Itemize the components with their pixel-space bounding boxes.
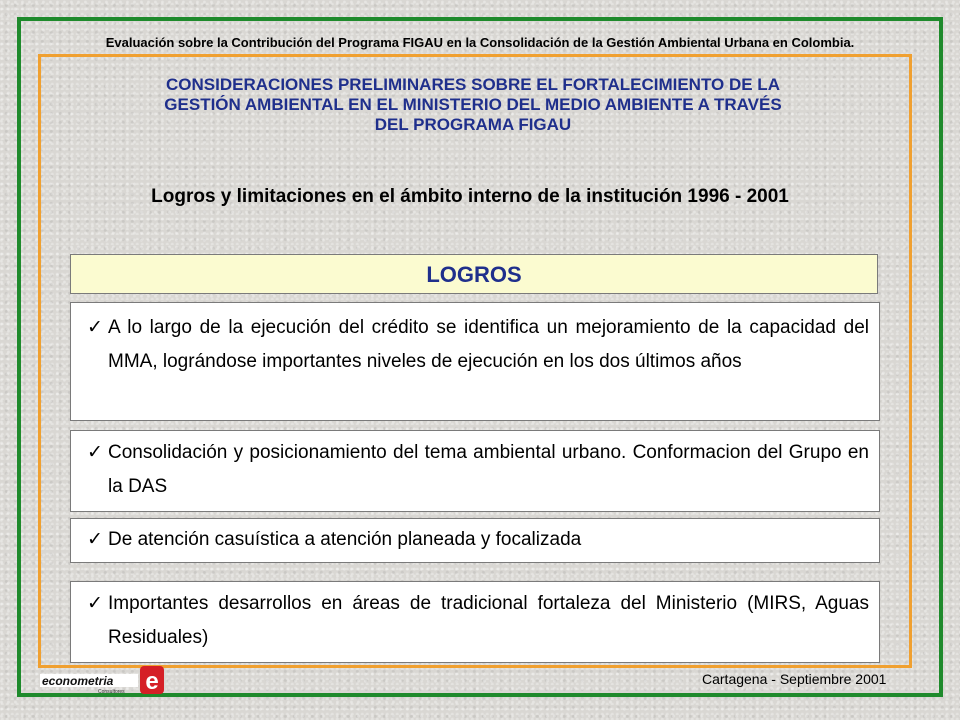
title-line-1: CONSIDERACIONES PRELIMINARES SOBRE EL FORTALECIMIENTO DE LA	[166, 75, 780, 94]
econometria-logo	[40, 664, 165, 696]
achievement-box-2	[70, 430, 880, 512]
checkmark-icon: ✓	[87, 317, 103, 338]
list-item-text: De atención casuística a atención planeada y focalizada	[108, 529, 582, 550]
list-item	[87, 523, 869, 557]
page-title	[48, 75, 898, 135]
title-line-3: DEL PROGRAMA FIGAU	[374, 115, 572, 134]
list-item	[87, 311, 869, 379]
list-item	[87, 587, 869, 655]
achievement-box-1	[70, 302, 880, 421]
checkmark-icon: ✓	[87, 529, 103, 550]
list-item-text: Consolidación y posicionamiento del tema ambiental urbano. Conformacion del Grupo en la DAS	[108, 442, 869, 497]
achievement-box-4	[70, 581, 880, 663]
footer-date: Cartagena - Septiembre 2001	[702, 671, 887, 687]
list-item	[87, 436, 869, 504]
subtitle: Logros y limitaciones en el ámbito interno de la institución 1996 - 2001	[151, 186, 789, 207]
logo-wordmark: econometria	[42, 674, 114, 688]
title-line-2: GESTIÓN AMBIENTAL EN EL MINISTERIO DEL MEDIO AMBIENTE A TRAVÉS	[164, 95, 782, 114]
section-header-logros: LOGROS	[70, 254, 878, 294]
logo-tagline: Consultores	[98, 689, 125, 695]
header-note: Evaluación sobre la Contribución del Programa FIGAU en la Consolidación de la Gestión Ambiental Urbana en Colombia.	[105, 35, 855, 50]
checkmark-icon: ✓	[87, 593, 103, 614]
logo-letter: e	[145, 668, 159, 695]
achievement-box-3	[70, 518, 880, 563]
list-item-text: Importantes desarrollos en áreas de tradicional fortaleza del Ministerio (MIRS, Aguas Residuales)	[108, 593, 869, 648]
checkmark-icon: ✓	[87, 442, 103, 463]
list-item-text: A lo largo de la ejecución del crédito se identifica un mejoramiento de la capacidad del MMA, lográndose importantes niveles de ejecución en los dos últimos años	[108, 317, 869, 372]
